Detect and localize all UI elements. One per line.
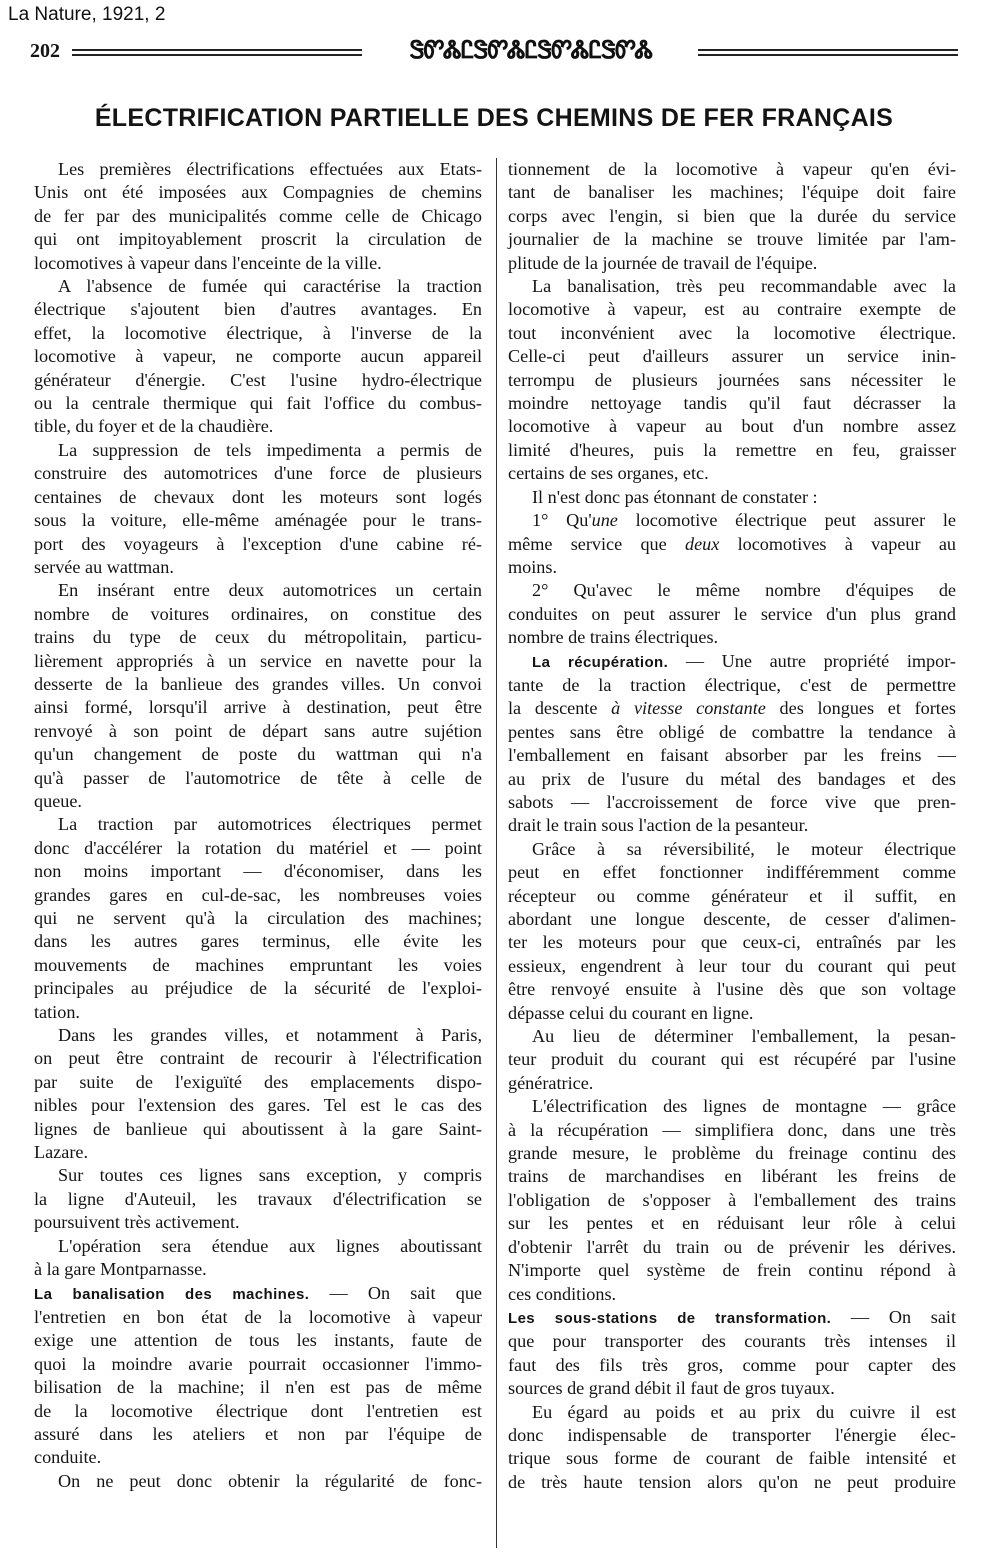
line-text: conduites on peut assurer le service d'un plus grand [508, 603, 956, 624]
text-line [34, 1024, 482, 1047]
line-text: ces conditions. [508, 1283, 617, 1304]
text-line [34, 298, 482, 321]
line-text: que pour transporter des courants très intenses il [508, 1331, 956, 1352]
text-line [34, 415, 482, 438]
text-line [508, 744, 956, 767]
text-line [508, 626, 956, 649]
line-text: conduite. [34, 1447, 102, 1468]
text-line [508, 1212, 956, 1235]
text-line [34, 1470, 482, 1493]
line-text: On ne peut donc obtenir la régularité de fonc- [58, 1470, 482, 1491]
text-line [508, 462, 956, 485]
line-text: — On sait [831, 1306, 956, 1327]
text-line [34, 345, 482, 368]
text-line [34, 977, 482, 1000]
text-line [34, 275, 482, 298]
source-label: La Nature, 1921, 2 [8, 4, 166, 25]
line-text: A l'absence de fumée qui caractérise la traction [58, 276, 482, 297]
text-line [34, 1001, 482, 1024]
line-text: sources de grand débit il faut de gros tuyaux. [508, 1378, 835, 1399]
text-line [34, 673, 482, 696]
text-line [34, 1118, 482, 1141]
text-line [508, 1283, 956, 1306]
line-text: à la gare Montparnasse. [34, 1259, 207, 1280]
line-text: qui ne servent qu'à la circulation des machines; [34, 908, 482, 928]
line-text: tionnement de la locomotive à vapeur qu'en évi- [508, 159, 956, 179]
line-text: principales au préjudice de la sécurité de l'exploi- [34, 978, 482, 999]
text-line [34, 954, 482, 977]
line-text: sabots — l'accroissement de force vive que pren- [508, 791, 956, 812]
line-text: poursuivent très activement. [34, 1212, 240, 1233]
line-text: Celle-ci peut d'ailleurs assurer un service inin- [508, 346, 956, 367]
line-text: locomotive électrique peut assurer le [617, 510, 956, 531]
line-text: tante de la traction électrique, c'est de permettre [508, 674, 956, 695]
line-text: génératrice. [508, 1072, 594, 1093]
line-text: moins. [508, 556, 558, 577]
line-text: Il n'est donc pas étonnant de constater : [532, 486, 818, 507]
text-line [508, 838, 956, 861]
line-text: La banalisation, très peu recommandable avec la [532, 276, 956, 297]
text-line [508, 1401, 956, 1424]
section-heading: La banalisation des machines. [34, 1285, 310, 1303]
column-divider [496, 158, 497, 1548]
text-line [34, 1188, 482, 1211]
text-line [508, 978, 956, 1001]
line-text: de très haute tension alors qu'on ne peut produire [508, 1471, 956, 1492]
text-line [508, 439, 956, 462]
text-line [34, 837, 482, 860]
text-line [508, 486, 956, 509]
line-text: locomotives à vapeur au [719, 533, 956, 554]
text-line [34, 158, 482, 181]
text-line [34, 1446, 482, 1469]
text-line [34, 696, 482, 719]
line-text: grande mesure, le problème du freinage continu des [508, 1143, 956, 1164]
line-text: queue. [34, 790, 82, 811]
line-text: tout inconvénient avec la locomotive électrique. [508, 322, 956, 343]
emphasis-text: deux [684, 533, 720, 554]
text-line [508, 697, 956, 720]
line-text: centaines de chevaux dont les moteurs sont logés [34, 486, 482, 507]
text-line [508, 1447, 956, 1470]
text-line [34, 907, 482, 930]
text-line [34, 533, 482, 556]
line-text: nibles pour l'extension des gares. Tel est le cas des [34, 1095, 482, 1116]
line-text: teur produit du courant qui est récupéré par l'usine [508, 1049, 956, 1070]
text-line [34, 813, 482, 836]
emphasis-text: une [591, 510, 618, 531]
text-line [34, 743, 482, 766]
text-line [34, 252, 482, 275]
text-line [508, 1377, 956, 1400]
text-line [34, 720, 482, 743]
text-line [508, 791, 956, 814]
line-text: l'entretien en bon état de la locomotive à vapeur [34, 1306, 482, 1327]
line-text: peut en effet fonctionner indifféremment comme [508, 862, 956, 883]
text-line [34, 462, 482, 485]
line-text: qui ont impitoyablement proscrit la circulation de [34, 229, 482, 250]
line-text: tible, du foyer et de la chaudière. [34, 416, 274, 437]
text-line [34, 1141, 482, 1164]
text-line [508, 1095, 956, 1118]
text-line [508, 392, 956, 415]
text-line [508, 369, 956, 392]
text-line [508, 1025, 956, 1048]
line-text: au prix de l'usure du métal des bandages et des [508, 768, 956, 789]
text-line [508, 1072, 956, 1095]
text-line [34, 1071, 482, 1094]
text-line [34, 392, 482, 415]
line-text: lignes de banlieue qui aboutissent à la gare Saint- [34, 1118, 482, 1139]
line-text: trains du type de ceux du métropolitain, particu- [34, 627, 482, 648]
line-text: trique sous forme de courant de faible intensité et [508, 1448, 956, 1469]
text-line [508, 1119, 956, 1142]
text-line [508, 228, 956, 251]
text-line [34, 1282, 482, 1306]
text-line [34, 579, 482, 602]
line-text: trains de marchandises en libérant les freins de [508, 1166, 956, 1187]
text-line [508, 908, 956, 931]
line-text: par suite de l'exiguïté des emplacements dispo- [34, 1071, 482, 1092]
text-line [34, 1376, 482, 1399]
line-text: d'obtenir l'arrêt du train ou de prévenir les dérives. [508, 1236, 956, 1257]
text-line [34, 205, 482, 228]
line-text: essieux, engendrent à leur tour du courant qui peut [508, 955, 956, 976]
section-heading: Les sous-stations de transformation. [508, 1309, 832, 1327]
text-line [508, 931, 956, 954]
line-text: certains de ses organes, etc. [508, 463, 709, 484]
text-line [508, 158, 956, 181]
line-text: l'emballement en faisant absorber par les freins — [508, 745, 956, 766]
text-line [508, 1236, 956, 1259]
line-text: limité d'heures, puis la remettre en feu, graisser [508, 439, 956, 460]
text-line [34, 1235, 482, 1258]
line-text: nombre de trains électriques. [508, 627, 719, 648]
text-line [508, 1002, 956, 1025]
line-text: journalier de la machine se trouve limitée par l'am- [508, 229, 956, 250]
line-text: Unis ont été imposées aux Compagnies de chemins [34, 182, 482, 203]
text-line [34, 650, 482, 673]
text-line [34, 439, 482, 462]
text-line [34, 1306, 482, 1329]
right-column [508, 158, 956, 1494]
text-line [34, 790, 482, 813]
line-text: donc d'accélérer la rotation du matériel et — point [34, 837, 482, 858]
line-text: grandes gares en cul-de-sac, les nombreuses voies [34, 884, 482, 905]
line-text: plitude de la journée de travail de l'équipe. [508, 252, 818, 273]
text-line [34, 1400, 482, 1423]
text-line [34, 181, 482, 204]
line-text: on peut être contraint de recourir à l'électrification [34, 1048, 482, 1069]
article-title: ÉLECTRIFICATION PARTIELLE DES CHEMINS DE FER FRANÇAIS [94, 104, 894, 132]
line-text: exige une attention de tous les instants, faute de [34, 1330, 482, 1351]
line-text: port des voyageurs à l'exception d'une cabine ré- [34, 533, 482, 554]
line-text: — Une autre propriété impor- [668, 650, 956, 671]
text-line [508, 1165, 956, 1188]
line-text: ainsi formé, lorsqu'il arrive à destination, peut être [34, 697, 482, 718]
text-line [508, 768, 956, 791]
text-line [508, 955, 956, 978]
line-text: récepteur ou comme générateur et il suffit, en [508, 885, 956, 906]
text-line [34, 1047, 482, 1070]
line-text: qu'un changement de poste du wattman qui n'a [34, 744, 482, 765]
line-text: dans les autres gares terminus, elle évite les [34, 931, 482, 952]
text-line [34, 1164, 482, 1187]
text-line [508, 861, 956, 884]
emphasis-text: à vitesse constante [611, 698, 766, 719]
line-text: moindre nettoyage tandis qu'il faut décrasser la [508, 393, 956, 414]
text-line [508, 1189, 956, 1212]
line-text: électrique s'ajoutent bien d'autres avantages. En [34, 299, 482, 320]
page-number: 202 [30, 40, 60, 62]
text-line [34, 556, 482, 579]
text-line [508, 415, 956, 438]
line-text: En insérant entre deux automotrices un certain [58, 580, 482, 601]
line-text: l'obligation de s'opposer à l'emballement des trains [508, 1189, 956, 1210]
line-text: des longues et fortes [765, 698, 956, 719]
text-line [508, 814, 956, 837]
line-text: assuré dans les ateliers et non par l'équipe de [34, 1423, 482, 1444]
header-ornament: ᏕᏛᏜᏝᏕᏛᏜᏝᏕᏛᏜᏝᏕᏛᏜ [409, 38, 653, 64]
text-line [508, 275, 956, 298]
text-line [34, 884, 482, 907]
text-line [34, 322, 482, 345]
text-line [508, 721, 956, 744]
line-text: renvoyé à son point de départ sans autre sujétion [34, 720, 482, 741]
line-text: servée au wattman. [34, 556, 174, 577]
section-heading: La récupération. [532, 653, 669, 671]
line-text: faut des fils très gros, comme pour capter des [508, 1354, 956, 1375]
line-text: générateur d'énergie. C'est l'usine hydro-électrique [34, 369, 482, 390]
line-text: N'importe quel système de frein continu répond à [508, 1260, 956, 1281]
text-line [508, 1330, 956, 1353]
line-text: L'opération sera étendue aux lignes aboutissant [58, 1235, 482, 1256]
text-line [34, 1353, 482, 1376]
line-text: mouvements de machines empruntant les voies [34, 954, 482, 975]
line-text: effet, la locomotive électrique, à l'inverse de la [34, 322, 482, 343]
text-line [508, 322, 956, 345]
line-text: 2° Qu'avec le même nombre d'équipes de [532, 580, 956, 601]
text-line [34, 509, 482, 532]
text-line [34, 626, 482, 649]
text-line [508, 345, 956, 368]
text-line [508, 1354, 956, 1377]
line-text: La suppression de tels impedimenta a permis de [58, 439, 482, 460]
line-text: L'électrification des lignes de montagne — grâce [532, 1096, 956, 1117]
line-text: Grâce à sa réversibilité, le moteur électrique [532, 838, 956, 859]
text-line [508, 205, 956, 228]
line-text: locomotive à vapeur au bout d'un nombre assez [508, 416, 956, 437]
line-text: de fer par des municipalités comme celle de Chicago [34, 205, 482, 226]
text-line [34, 369, 482, 392]
line-text: 1° Qu' [532, 510, 592, 531]
text-line [508, 1142, 956, 1165]
line-text: lièrement appropriés à un service en navette pour la [34, 650, 482, 671]
text-line [508, 533, 956, 556]
line-text: tation. [34, 1001, 80, 1022]
line-text: tant de banaliser les machines; l'équipe doit faire [508, 182, 956, 203]
line-text: la ligne d'Auteuil, les travaux d'électrification se [34, 1188, 482, 1209]
text-line [508, 603, 956, 626]
line-text: qu'à passer de l'automotrice de tête à celle de [34, 767, 482, 788]
text-line [508, 674, 956, 697]
text-line [34, 1094, 482, 1117]
line-text: locomotive à vapeur, est au contraire exempte de [508, 299, 956, 320]
left-column [34, 158, 482, 1493]
text-line [508, 1048, 956, 1071]
text-line [34, 1329, 482, 1352]
line-text: locomotives à vapeur dans l'enceinte de la ville. [34, 252, 382, 273]
line-text: Dans les grandes villes, et notamment à Paris, [58, 1025, 482, 1046]
text-line [508, 650, 956, 674]
line-text: Lazare. [34, 1142, 89, 1163]
text-line [508, 885, 956, 908]
text-line [508, 509, 956, 532]
line-text: nombre de voitures ordinaires, on constitue des [34, 603, 482, 624]
line-text: quoi la moindre avarie pourrait occasionner l'immo- [34, 1353, 482, 1374]
header-rule-left [72, 49, 362, 56]
header-rule-right [698, 49, 958, 56]
line-text: à la récupération — simplifiera donc, dans une très [508, 1119, 956, 1140]
text-line [508, 579, 956, 602]
line-text: drait le train sous l'action de la pesanteur. [508, 815, 809, 836]
text-line [34, 930, 482, 953]
line-text: — On sait que [309, 1282, 482, 1303]
text-line [508, 181, 956, 204]
line-text: corps avec l'engin, si bien que la durée du service [508, 205, 956, 226]
line-text: terrompu de plusieurs journées sans nécessiter le [508, 369, 956, 390]
line-text: Au lieu de déterminer l'emballement, la pesan- [532, 1026, 956, 1047]
text-line [34, 1423, 482, 1446]
text-line [508, 1259, 956, 1282]
line-text: même service que [508, 533, 685, 554]
line-text: la descente [508, 698, 612, 719]
line-text: donc indispensable de transporter l'énergie élec- [508, 1424, 956, 1445]
text-line [34, 1211, 482, 1234]
line-text: ter les moteurs pour que ceux-ci, entraînés par les [508, 932, 956, 953]
text-line [34, 767, 482, 790]
line-text: sur les pentes et en réduisant leur rôle à celui [508, 1213, 956, 1234]
line-text: Sur toutes ces lignes sans exception, y compris [58, 1165, 482, 1186]
line-text: La traction par automotrices électriques permet [58, 814, 482, 835]
text-line [34, 486, 482, 509]
line-text: abordant une longue descente, de cesser d'alimen- [508, 909, 956, 929]
text-line [34, 228, 482, 251]
line-text: Les premières électrifications effectuées aux Etats- [58, 159, 482, 179]
text-line [508, 252, 956, 275]
line-text: de la locomotive électrique dont l'entretien est [34, 1400, 482, 1421]
page-header [30, 40, 958, 70]
text-line [34, 1258, 482, 1281]
line-text: locomotive à vapeur, ne comporte aucun appareil [34, 346, 482, 367]
line-text: dépasse celui du courant en ligne. [508, 1002, 754, 1023]
line-text: pentes sans être obligé de combattre la tendance à [508, 721, 956, 742]
line-text: non moins important — d'économiser, dans les [34, 861, 482, 882]
text-line [508, 1306, 956, 1330]
text-line [34, 603, 482, 626]
text-line [508, 1471, 956, 1494]
line-text: bilisation de la machine; il n'en est pas de même [34, 1377, 482, 1398]
text-line [508, 556, 956, 579]
text-line [508, 298, 956, 321]
text-line [34, 860, 482, 883]
line-text: construire des automotrices d'une force de plusieurs [34, 463, 482, 484]
line-text: sous la voiture, elle-même aménagée pour le trans- [34, 510, 482, 531]
line-text: être renvoyé ensuite à l'usine dès que son voltage [508, 979, 956, 1000]
line-text: Eu égard au poids et au prix du cuivre il est [532, 1401, 956, 1422]
line-text: desserte de la banlieue des grandes villes. Un convoi [34, 673, 482, 694]
text-line [508, 1424, 956, 1447]
line-text: ou la centrale thermique qui fait l'office du combus- [34, 393, 482, 414]
